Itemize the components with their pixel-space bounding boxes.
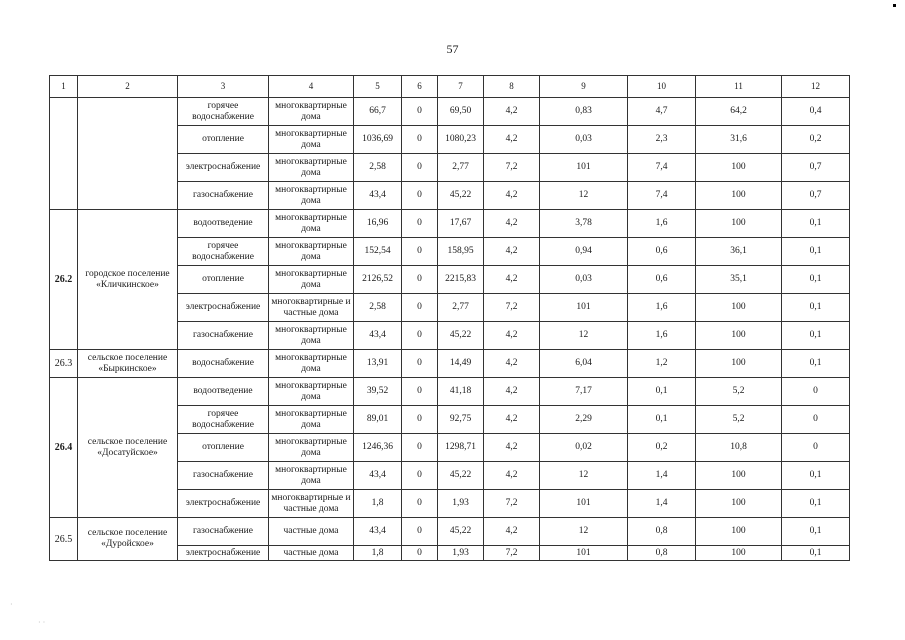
utility-service: электроснабжение — [178, 546, 269, 561]
value-col6: 0 — [402, 378, 438, 406]
value-col5: 89,01 — [354, 406, 402, 434]
utility-service: газоснабжение — [178, 322, 269, 350]
header-row — [50, 76, 850, 98]
value-col8: 4,2 — [484, 378, 540, 406]
item-number — [50, 98, 78, 210]
value-col11: 100 — [696, 182, 782, 210]
value-col5: 39,52 — [354, 378, 402, 406]
value-col8: 4,2 — [484, 98, 540, 126]
settlement-name: городское поселение «Кличкинское» — [78, 210, 178, 350]
consumer-type: многоквартирные дома — [269, 98, 354, 126]
value-col9: 2,29 — [540, 406, 628, 434]
value-col11: 100 — [696, 322, 782, 350]
value-col9: 12 — [540, 518, 628, 546]
table-row — [50, 350, 850, 378]
value-col12: 0,1 — [782, 210, 850, 238]
value-col12: 0,7 — [782, 182, 850, 210]
scan-noise: · · — [38, 618, 46, 627]
consumer-type: многоквартирные дома — [269, 462, 354, 490]
value-col12: 0,1 — [782, 322, 850, 350]
value-col8: 7,2 — [484, 294, 540, 322]
value-col9: 0,94 — [540, 238, 628, 266]
value-col10: 0,8 — [628, 546, 696, 561]
value-col11: 100 — [696, 462, 782, 490]
table-row — [50, 378, 850, 406]
value-col5: 1,8 — [354, 546, 402, 561]
value-col12: 0,1 — [782, 238, 850, 266]
value-col10: 1,6 — [628, 294, 696, 322]
column-header: 4 — [269, 76, 354, 98]
value-col8: 7,2 — [484, 546, 540, 561]
utility-service: газоснабжение — [178, 518, 269, 546]
value-col12: 0,4 — [782, 98, 850, 126]
value-col7: 14,49 — [438, 350, 484, 378]
value-col5: 2,58 — [354, 294, 402, 322]
column-header: 7 — [438, 76, 484, 98]
consumer-type: многоквартирные дома — [269, 350, 354, 378]
value-col7: 2215,83 — [438, 266, 484, 294]
value-col9: 12 — [540, 182, 628, 210]
value-col11: 100 — [696, 546, 782, 561]
consumer-type: многоквартирные дома — [269, 154, 354, 182]
value-col10: 4,7 — [628, 98, 696, 126]
value-col5: 152,54 — [354, 238, 402, 266]
settlement-name: сельское поселение «Дуройское» — [78, 518, 178, 561]
value-col9: 0,03 — [540, 266, 628, 294]
value-col12: 0 — [782, 378, 850, 406]
utility-service: электроснабжение — [178, 154, 269, 182]
value-col12: 0,2 — [782, 126, 850, 154]
value-col6: 0 — [402, 434, 438, 462]
utility-service: отопление — [178, 126, 269, 154]
item-number: 26.3 — [50, 350, 78, 378]
value-col12: 0 — [782, 406, 850, 434]
value-col5: 1246,36 — [354, 434, 402, 462]
value-col11: 31,6 — [696, 126, 782, 154]
consumer-type: многоквартирные дома — [269, 322, 354, 350]
value-col12: 0,1 — [782, 462, 850, 490]
value-col12: 0,1 — [782, 350, 850, 378]
consumer-type: многоквартирные и частные дома — [269, 490, 354, 518]
column-header: 2 — [78, 76, 178, 98]
value-col8: 4,2 — [484, 518, 540, 546]
column-header: 8 — [484, 76, 540, 98]
scan-dot — [893, 4, 896, 7]
value-col8: 4,2 — [484, 126, 540, 154]
value-col10: 0,1 — [628, 378, 696, 406]
utility-service: электроснабжение — [178, 294, 269, 322]
settlement-name — [78, 98, 178, 210]
value-col7: 1,93 — [438, 546, 484, 561]
value-col12: 0,1 — [782, 546, 850, 561]
value-col5: 43,4 — [354, 462, 402, 490]
consumer-type: многоквартирные дома — [269, 238, 354, 266]
consumer-type: частные дома — [269, 546, 354, 561]
value-col10: 2,3 — [628, 126, 696, 154]
value-col7: 45,22 — [438, 518, 484, 546]
value-col9: 101 — [540, 154, 628, 182]
column-header: 3 — [178, 76, 269, 98]
value-col5: 43,4 — [354, 322, 402, 350]
value-col8: 4,2 — [484, 406, 540, 434]
value-col7: 2,77 — [438, 154, 484, 182]
value-col11: 100 — [696, 490, 782, 518]
utility-service: горячее водоснабжение — [178, 406, 269, 434]
value-col6: 0 — [402, 462, 438, 490]
value-col6: 0 — [402, 238, 438, 266]
item-number: 26.5 — [50, 518, 78, 561]
utility-service: водоснабжение — [178, 350, 269, 378]
value-col12: 0,1 — [782, 518, 850, 546]
value-col8: 4,2 — [484, 322, 540, 350]
value-col10: 1,6 — [628, 210, 696, 238]
consumer-type: частные дома — [269, 518, 354, 546]
table-body — [50, 98, 850, 561]
value-col6: 0 — [402, 518, 438, 546]
value-col6: 0 — [402, 98, 438, 126]
value-col7: 17,67 — [438, 210, 484, 238]
value-col9: 6,04 — [540, 350, 628, 378]
value-col6: 0 — [402, 490, 438, 518]
utility-service: отопление — [178, 434, 269, 462]
value-col10: 0,6 — [628, 266, 696, 294]
value-col8: 4,2 — [484, 350, 540, 378]
utility-service: горячее водоснабжение — [178, 238, 269, 266]
scan-noise: · — [10, 600, 13, 609]
value-col10: 0,2 — [628, 434, 696, 462]
value-col9: 0,03 — [540, 126, 628, 154]
utility-service: отопление — [178, 266, 269, 294]
value-col10: 0,6 — [628, 238, 696, 266]
column-header: 6 — [402, 76, 438, 98]
consumer-type: многоквартирные дома — [269, 434, 354, 462]
page-number: 57 — [446, 42, 459, 56]
value-col12: 0,1 — [782, 490, 850, 518]
value-col7: 1,93 — [438, 490, 484, 518]
value-col10: 1,4 — [628, 490, 696, 518]
value-col7: 158,95 — [438, 238, 484, 266]
consumer-type: многоквартирные дома — [269, 182, 354, 210]
value-col10: 1,4 — [628, 462, 696, 490]
value-col8: 4,2 — [484, 266, 540, 294]
value-col6: 0 — [402, 350, 438, 378]
value-col6: 0 — [402, 126, 438, 154]
value-col10: 1,2 — [628, 350, 696, 378]
value-col8: 4,2 — [484, 210, 540, 238]
column-header: 5 — [354, 76, 402, 98]
value-col11: 100 — [696, 518, 782, 546]
value-col9: 0,83 — [540, 98, 628, 126]
value-col11: 100 — [696, 350, 782, 378]
consumer-type: многоквартирные дома — [269, 126, 354, 154]
value-col12: 0,1 — [782, 266, 850, 294]
value-col11: 100 — [696, 154, 782, 182]
value-col11: 5,2 — [696, 406, 782, 434]
column-header: 12 — [782, 76, 850, 98]
value-col9: 12 — [540, 462, 628, 490]
value-col11: 5,2 — [696, 378, 782, 406]
consumer-type: многоквартирные дома — [269, 406, 354, 434]
value-col5: 43,4 — [354, 518, 402, 546]
table-row — [50, 210, 850, 238]
value-col11: 64,2 — [696, 98, 782, 126]
value-col9: 7,17 — [540, 378, 628, 406]
column-header: 10 — [628, 76, 696, 98]
consumer-type: многоквартирные дома — [269, 378, 354, 406]
value-col9: 0,02 — [540, 434, 628, 462]
column-header: 11 — [696, 76, 782, 98]
value-col5: 1036,69 — [354, 126, 402, 154]
value-col7: 1080,23 — [438, 126, 484, 154]
value-col10: 1,6 — [628, 322, 696, 350]
value-col5: 1,8 — [354, 490, 402, 518]
value-col5: 43,4 — [354, 182, 402, 210]
settlement-name: сельское поселение «Быркинское» — [78, 350, 178, 378]
value-col8: 4,2 — [484, 238, 540, 266]
value-col8: 7,2 — [484, 490, 540, 518]
consumer-type: многоквартирные дома — [269, 210, 354, 238]
value-col6: 0 — [402, 154, 438, 182]
value-col9: 101 — [540, 294, 628, 322]
value-col8: 4,2 — [484, 462, 540, 490]
consumer-type: многоквартирные и частные дома — [269, 294, 354, 322]
utility-service: водоотведение — [178, 210, 269, 238]
value-col5: 16,96 — [354, 210, 402, 238]
column-header: 9 — [540, 76, 628, 98]
table-row — [50, 98, 850, 126]
value-col11: 100 — [696, 294, 782, 322]
value-col5: 2,58 — [354, 154, 402, 182]
value-col8: 4,2 — [484, 182, 540, 210]
value-col10: 7,4 — [628, 182, 696, 210]
value-col5: 66,7 — [354, 98, 402, 126]
value-col7: 41,18 — [438, 378, 484, 406]
value-col6: 0 — [402, 406, 438, 434]
value-col6: 0 — [402, 266, 438, 294]
value-col12: 0,1 — [782, 294, 850, 322]
value-col10: 0,8 — [628, 518, 696, 546]
utility-service: газоснабжение — [178, 462, 269, 490]
table-row — [50, 518, 850, 546]
value-col5: 2126,52 — [354, 266, 402, 294]
value-col11: 10,8 — [696, 434, 782, 462]
value-col9: 101 — [540, 490, 628, 518]
value-col9: 3,78 — [540, 210, 628, 238]
value-col8: 4,2 — [484, 434, 540, 462]
value-col7: 2,77 — [438, 294, 484, 322]
value-col7: 69,50 — [438, 98, 484, 126]
value-col11: 100 — [696, 210, 782, 238]
value-col10: 0,1 — [628, 406, 696, 434]
value-col12: 0,7 — [782, 154, 850, 182]
value-col6: 0 — [402, 210, 438, 238]
item-number: 26.4 — [50, 378, 78, 518]
value-col5: 13,91 — [354, 350, 402, 378]
value-col7: 45,22 — [438, 462, 484, 490]
value-col8: 7,2 — [484, 154, 540, 182]
settlement-name: сельское поселение «Досатуйское» — [78, 378, 178, 518]
utility-service: горячее водоснабжение — [178, 98, 269, 126]
utility-service: водоотведение — [178, 378, 269, 406]
value-col9: 12 — [540, 322, 628, 350]
consumer-type: многоквартирные дома — [269, 266, 354, 294]
value-col11: 36,1 — [696, 238, 782, 266]
value-col10: 7,4 — [628, 154, 696, 182]
value-col11: 35,1 — [696, 266, 782, 294]
value-col7: 45,22 — [438, 182, 484, 210]
value-col7: 1298,71 — [438, 434, 484, 462]
value-col7: 92,75 — [438, 406, 484, 434]
tariff-table — [49, 75, 850, 561]
value-col6: 0 — [402, 294, 438, 322]
value-col6: 0 — [402, 546, 438, 561]
value-col6: 0 — [402, 322, 438, 350]
value-col7: 45,22 — [438, 322, 484, 350]
utility-service: газоснабжение — [178, 182, 269, 210]
value-col6: 0 — [402, 182, 438, 210]
column-header: 1 — [50, 76, 78, 98]
value-col9: 101 — [540, 546, 628, 561]
value-col12: 0 — [782, 434, 850, 462]
utility-service: электроснабжение — [178, 490, 269, 518]
item-number: 26.2 — [50, 210, 78, 350]
